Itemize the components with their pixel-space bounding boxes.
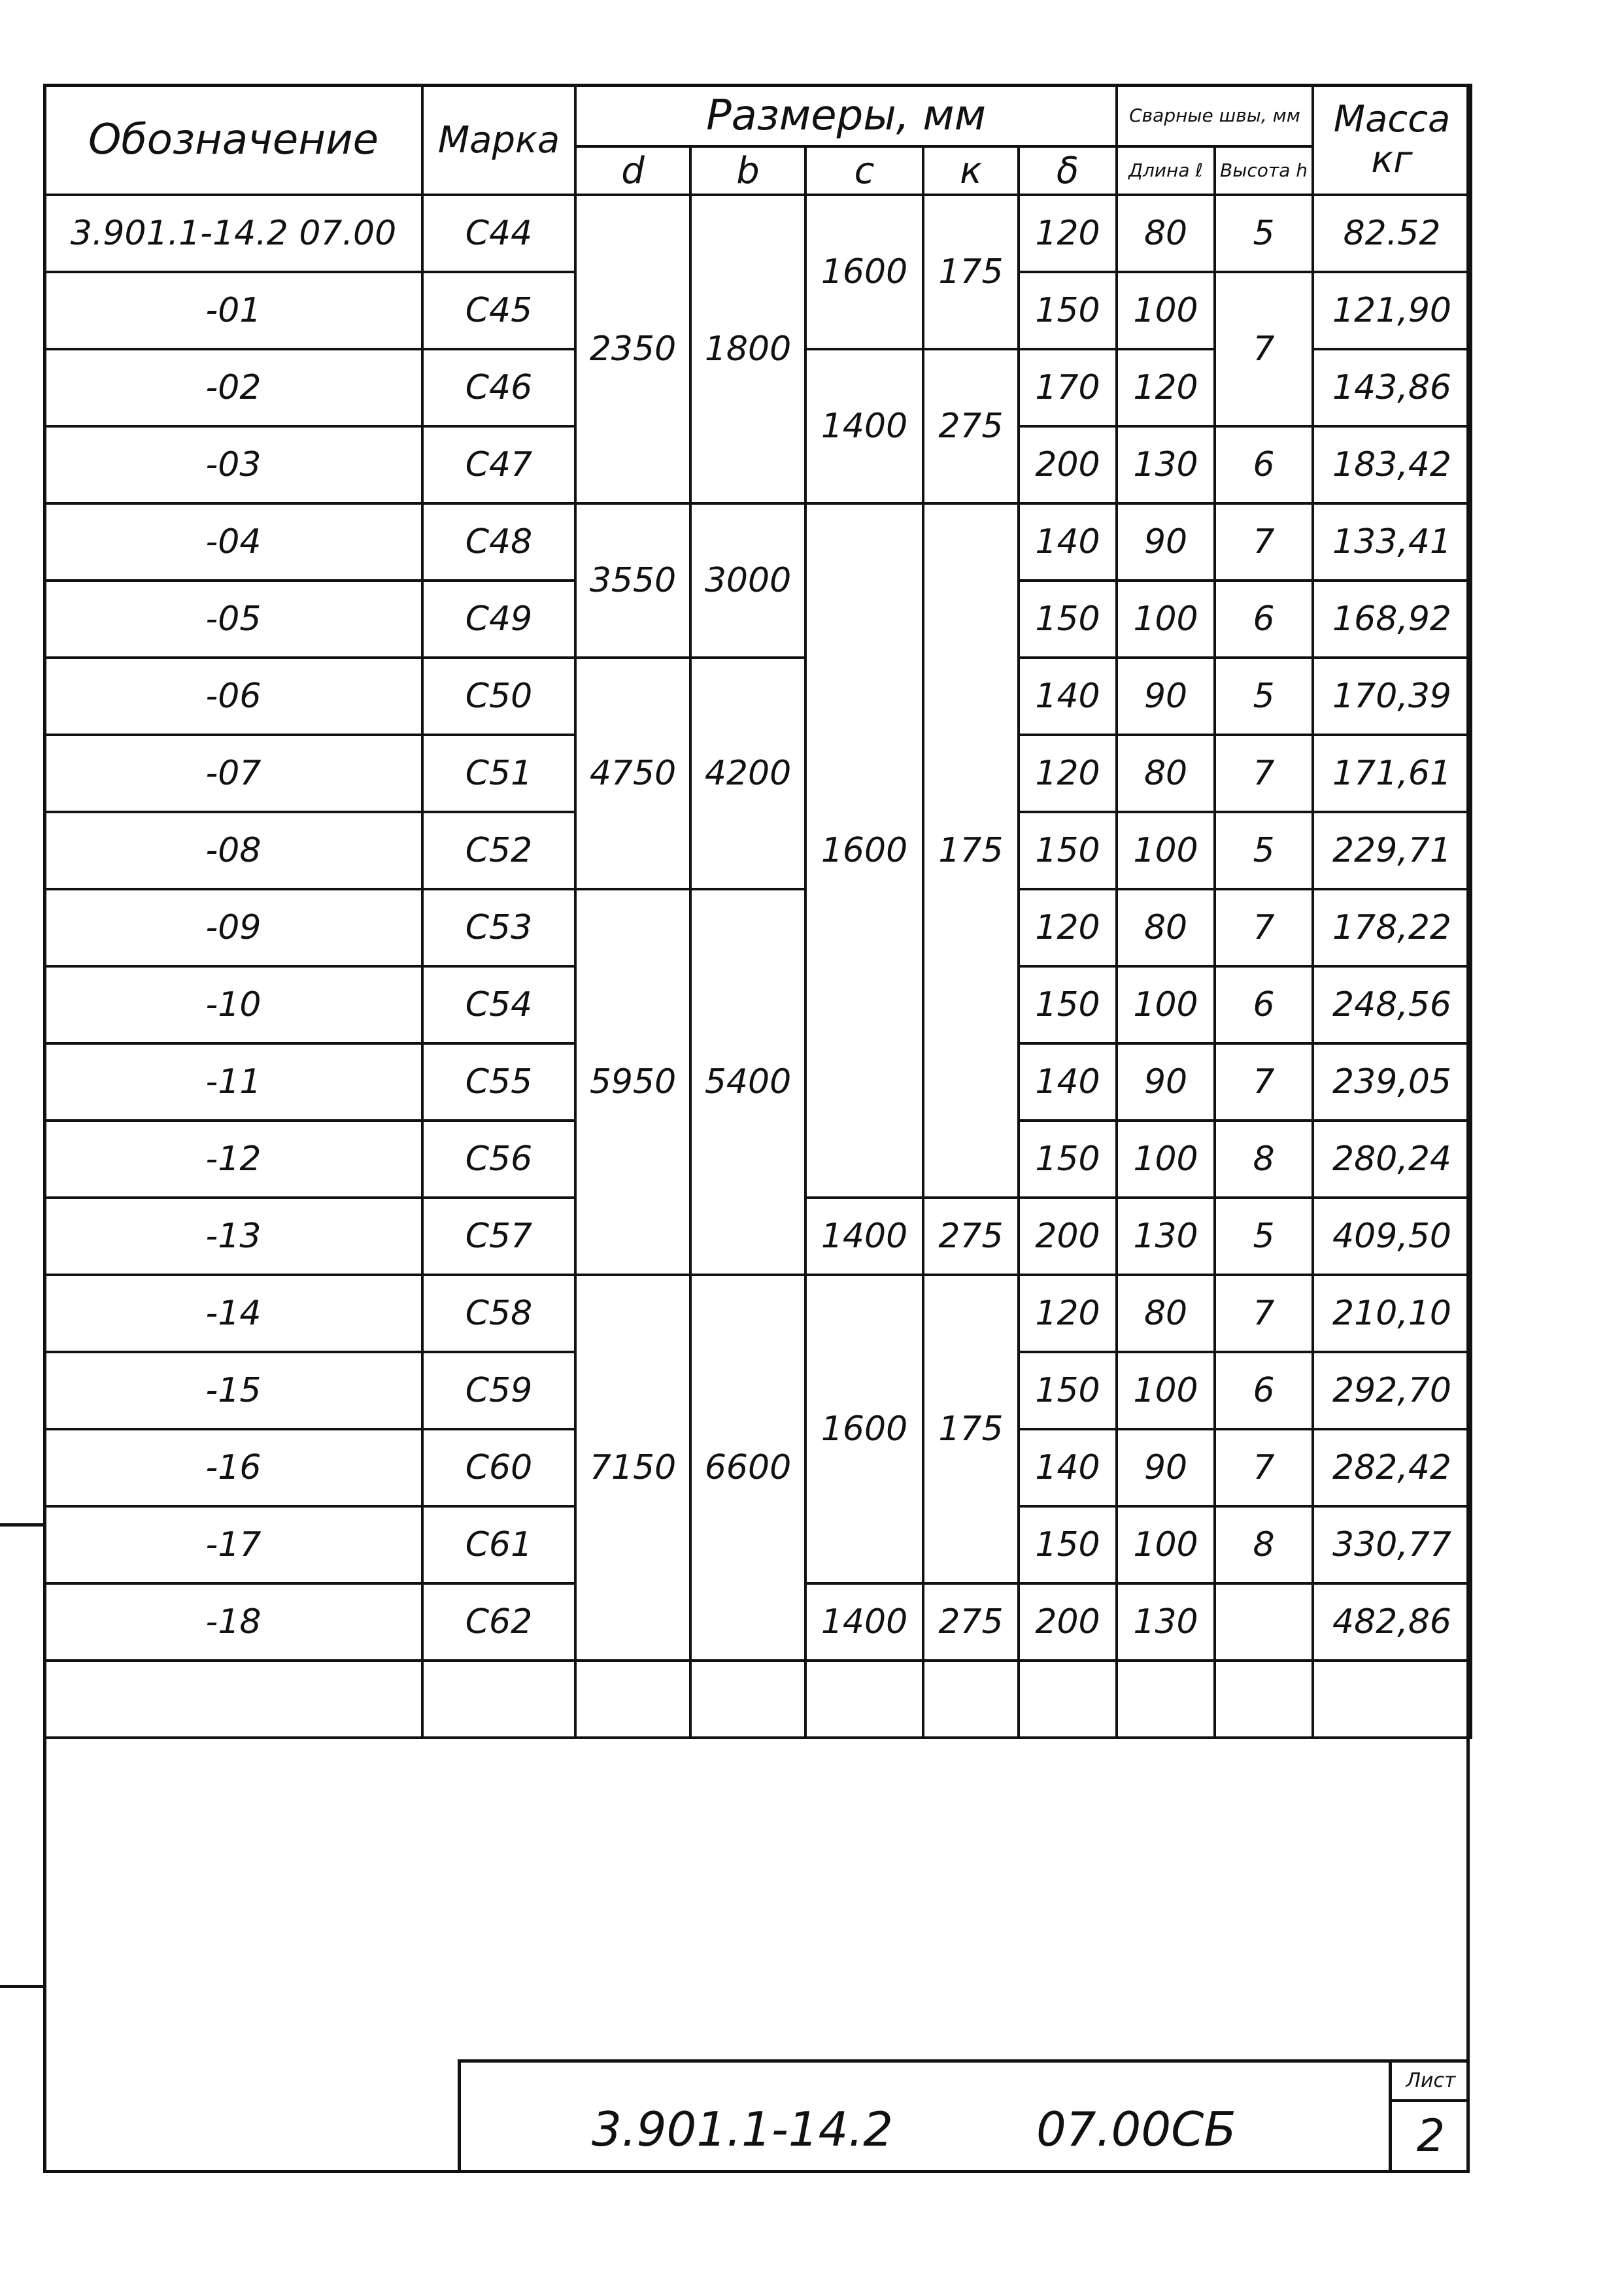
empty-cell xyxy=(1117,1661,1215,1738)
cell-mass: 280,24 xyxy=(1313,1121,1471,1198)
margin-mark-bottom xyxy=(0,1985,43,1988)
row-mark: С53 xyxy=(422,889,575,966)
header-weld-length: Длина ℓ xyxy=(1117,146,1215,195)
row-designation: -14 xyxy=(44,1275,422,1352)
row-mark: С55 xyxy=(422,1043,575,1121)
cell-delta: 140 xyxy=(1019,1043,1117,1121)
cell-weld-height: 8 xyxy=(1215,1121,1313,1198)
cell-weld-length: 100 xyxy=(1117,581,1215,658)
cell-c: 1400 xyxy=(805,1583,923,1661)
row-designation: -17 xyxy=(44,1506,422,1583)
row-mark: С59 xyxy=(422,1352,575,1429)
cell-mass: 292,70 xyxy=(1313,1352,1471,1429)
cell-mass: 121,90 xyxy=(1313,272,1471,349)
header-designation: Обозначение xyxy=(44,85,422,195)
cell-d: 5950 xyxy=(575,889,690,1275)
cell-weld-length: 120 xyxy=(1117,349,1215,426)
cell-delta: 150 xyxy=(1019,1506,1117,1583)
cell-weld-length: 100 xyxy=(1117,272,1215,349)
cell-b: 1800 xyxy=(690,195,805,503)
cell-delta: 150 xyxy=(1019,1121,1117,1198)
cell-c: 1600 xyxy=(805,1275,923,1583)
row-designation: 3.901.1-14.2 07.00 xyxy=(44,195,422,272)
cell-weld-height: 7 xyxy=(1215,1043,1313,1121)
cell-k: 175 xyxy=(923,1275,1019,1583)
cell-d: 4750 xyxy=(575,658,690,889)
row-mark: С45 xyxy=(422,272,575,349)
cell-c: 1600 xyxy=(805,195,923,349)
cell-delta: 120 xyxy=(1019,195,1117,272)
row-designation: -16 xyxy=(44,1429,422,1506)
cell-k: 275 xyxy=(923,1583,1019,1661)
cell-delta: 200 xyxy=(1019,426,1117,503)
cell-weld-height: 6 xyxy=(1215,581,1313,658)
row-designation: -03 xyxy=(44,426,422,503)
cell-weld-height: 7 xyxy=(1215,735,1313,812)
header-weld-height: Высота h xyxy=(1215,146,1313,195)
row-designation: -01 xyxy=(44,272,422,349)
header-dimensions: Размеры, мм xyxy=(575,85,1117,146)
cell-weld-height: 8 xyxy=(1215,1506,1313,1583)
cell-weld-length: 100 xyxy=(1117,1121,1215,1198)
row-mark: С52 xyxy=(422,812,575,889)
header-c: c xyxy=(805,146,923,195)
empty-cell xyxy=(1019,1661,1117,1738)
cell-weld-length: 80 xyxy=(1117,195,1215,272)
row-mark: С62 xyxy=(422,1583,575,1661)
empty-cell xyxy=(923,1661,1019,1738)
row-mark: С44 xyxy=(422,195,575,272)
row-designation: -02 xyxy=(44,349,422,426)
cell-k: 175 xyxy=(923,503,1019,1198)
row-designation: -12 xyxy=(44,1121,422,1198)
header-mark: Марка xyxy=(422,85,575,195)
header-welds: Сварные швы, мм xyxy=(1117,85,1313,146)
cell-d: 7150 xyxy=(575,1275,690,1661)
cell-b: 5400 xyxy=(690,889,805,1275)
cell-weld-height: 7 xyxy=(1215,1429,1313,1506)
row-mark: С54 xyxy=(422,966,575,1043)
cell-mass: 330,77 xyxy=(1313,1506,1471,1583)
sheet-cell xyxy=(1389,2063,1470,2173)
cell-weld-length: 90 xyxy=(1117,1043,1215,1121)
title-block xyxy=(458,2059,1470,2173)
sheet-label: Лист xyxy=(1392,2063,1470,2102)
row-mark: С50 xyxy=(422,658,575,735)
row-designation: -18 xyxy=(44,1583,422,1661)
cell-c: 1600 xyxy=(805,503,923,1198)
cell-delta: 150 xyxy=(1019,966,1117,1043)
cell-mass: 229,71 xyxy=(1313,812,1471,889)
cell-delta: 150 xyxy=(1019,581,1117,658)
table-row-empty xyxy=(44,1661,1471,1738)
cell-mass: 248,56 xyxy=(1313,966,1471,1043)
cell-weld-length: 100 xyxy=(1117,1506,1215,1583)
cell-weld-height: 6 xyxy=(1215,966,1313,1043)
cell-weld-height: 6 xyxy=(1215,426,1313,503)
empty-cell xyxy=(44,1661,422,1738)
cell-mass: 409,50 xyxy=(1313,1198,1471,1275)
row-mark: С61 xyxy=(422,1506,575,1583)
cell-mass: 170,39 xyxy=(1313,658,1471,735)
table-row xyxy=(44,1275,1471,1352)
row-mark: С46 xyxy=(422,349,575,426)
empty-cell xyxy=(690,1661,805,1738)
cell-delta: 120 xyxy=(1019,1275,1117,1352)
row-designation: -05 xyxy=(44,581,422,658)
cell-weld-height: 7 xyxy=(1215,889,1313,966)
row-mark: С58 xyxy=(422,1275,575,1352)
row-designation: -11 xyxy=(44,1043,422,1121)
cell-mass: 482,86 xyxy=(1313,1583,1471,1661)
cell-weld-length: 90 xyxy=(1117,503,1215,581)
cell-delta: 150 xyxy=(1019,1352,1117,1429)
cell-mass: 210,10 xyxy=(1313,1275,1471,1352)
cell-weld-height: 5 xyxy=(1215,658,1313,735)
row-designation: -09 xyxy=(44,889,422,966)
row-designation: -15 xyxy=(44,1352,422,1429)
header-b: b xyxy=(690,146,805,195)
cell-weld-length: 80 xyxy=(1117,1275,1215,1352)
cell-weld-length: 100 xyxy=(1117,812,1215,889)
row-mark: С51 xyxy=(422,735,575,812)
cell-delta: 200 xyxy=(1019,1583,1117,1661)
table-row xyxy=(44,503,1471,581)
cell-delta: 140 xyxy=(1019,658,1117,735)
cell-d: 3550 xyxy=(575,503,690,658)
empty-cell xyxy=(1215,1661,1313,1738)
row-designation: -08 xyxy=(44,812,422,889)
cell-d: 2350 xyxy=(575,195,690,503)
margin-mark-top xyxy=(0,1523,43,1527)
empty-cell xyxy=(1313,1661,1471,1738)
row-mark: С49 xyxy=(422,581,575,658)
row-designation: -04 xyxy=(44,503,422,581)
sheet-number: 2 xyxy=(1416,2110,1446,2162)
cell-delta: 200 xyxy=(1019,1198,1117,1275)
cell-mass: 143,86 xyxy=(1313,349,1471,426)
table-row xyxy=(44,195,1471,272)
header-d: d xyxy=(575,146,690,195)
cell-weld-length: 80 xyxy=(1117,735,1215,812)
cell-weld-height: 5 xyxy=(1215,1198,1313,1275)
cell-weld-length: 100 xyxy=(1117,966,1215,1043)
row-mark: С48 xyxy=(422,503,575,581)
header-delta: δ xyxy=(1019,146,1117,195)
cell-delta: 120 xyxy=(1019,889,1117,966)
cell-mass: 82.52 xyxy=(1313,195,1471,272)
cell-weld-height: 7 xyxy=(1215,272,1313,426)
row-mark: С60 xyxy=(422,1429,575,1506)
row-mark: С56 xyxy=(422,1121,575,1198)
cell-b: 4200 xyxy=(690,658,805,889)
cell-mass: 133,41 xyxy=(1313,503,1471,581)
cell-c: 1400 xyxy=(805,349,923,503)
empty-cell xyxy=(422,1661,575,1738)
cell-k: 275 xyxy=(923,1198,1019,1275)
cell-weld-height xyxy=(1215,1583,1313,1661)
cell-weld-height: 5 xyxy=(1215,812,1313,889)
cell-weld-length: 80 xyxy=(1117,889,1215,966)
cell-weld-length: 130 xyxy=(1117,426,1215,503)
cell-weld-length: 90 xyxy=(1117,1429,1215,1506)
cell-weld-height: 7 xyxy=(1215,1275,1313,1352)
cell-weld-length: 90 xyxy=(1117,658,1215,735)
cell-mass: 168,92 xyxy=(1313,581,1471,658)
cell-weld-height: 6 xyxy=(1215,1352,1313,1429)
cell-weld-length: 130 xyxy=(1117,1198,1215,1275)
row-designation: -07 xyxy=(44,735,422,812)
cell-mass: 178,22 xyxy=(1313,889,1471,966)
cell-mass: 171,61 xyxy=(1313,735,1471,812)
cell-delta: 170 xyxy=(1019,349,1117,426)
specification-table xyxy=(43,84,1472,1739)
cell-mass: 239,05 xyxy=(1313,1043,1471,1121)
document-code: 07.00СБ xyxy=(1036,2102,1236,2157)
cell-c: 1400 xyxy=(805,1198,923,1275)
cell-mass: 282,42 xyxy=(1313,1429,1471,1506)
cell-delta: 140 xyxy=(1019,1429,1117,1506)
row-designation: -10 xyxy=(44,966,422,1043)
cell-mass: 183,42 xyxy=(1313,426,1471,503)
cell-k: 175 xyxy=(923,195,1019,349)
row-mark: С47 xyxy=(422,426,575,503)
table-row xyxy=(44,658,1471,735)
cell-delta: 150 xyxy=(1019,812,1117,889)
cell-b: 6600 xyxy=(690,1275,805,1661)
cell-delta: 140 xyxy=(1019,503,1117,581)
header-row-top xyxy=(44,85,1471,146)
empty-cell xyxy=(575,1661,690,1738)
cell-b: 3000 xyxy=(690,503,805,658)
cell-k: 275 xyxy=(923,349,1019,503)
row-designation: -13 xyxy=(44,1198,422,1275)
header-k: к xyxy=(923,146,1019,195)
cell-weld-length: 100 xyxy=(1117,1352,1215,1429)
table-row xyxy=(44,889,1471,966)
row-designation: -06 xyxy=(44,658,422,735)
cell-weld-height: 5 xyxy=(1215,195,1313,272)
empty-cell xyxy=(805,1661,923,1738)
header-mass: Масса кг xyxy=(1313,85,1471,195)
cell-delta: 150 xyxy=(1019,272,1117,349)
cell-delta: 120 xyxy=(1019,735,1117,812)
cell-weld-length: 130 xyxy=(1117,1583,1215,1661)
row-mark: С57 xyxy=(422,1198,575,1275)
document-number: 3.901.1-14.2 xyxy=(592,2102,894,2157)
cell-weld-height: 7 xyxy=(1215,503,1313,581)
